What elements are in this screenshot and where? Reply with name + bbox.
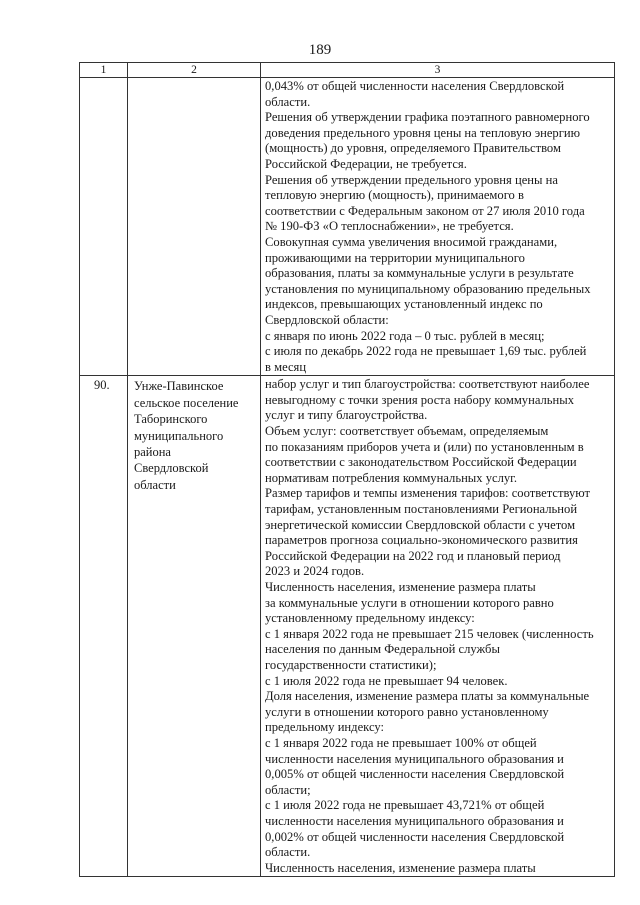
header-col-3: 3 (261, 63, 615, 78)
text-line: за коммунальные услуги в отношении которого равно (265, 595, 554, 610)
text-line: услуг и типу благоустройства. (265, 408, 428, 423)
text-line: населения по данным Федеральной службы (265, 642, 500, 657)
text-line: области (134, 477, 176, 492)
text-line: Размер тарифов и темпы изменения тарифов: соответствуют (265, 486, 591, 501)
text-line: набор услуг и тип благоустройства: соответствуют наиболее (265, 377, 590, 392)
text-line: невыгодному с точки зрения роста набору коммунальных (265, 392, 575, 407)
text-line: Свердловской области: (265, 312, 389, 327)
text-line: Таборинского (134, 412, 208, 427)
text-line: энергетической комиссии Свердловской области с учетом (265, 517, 576, 532)
text-line: сельское поселение (134, 395, 239, 410)
table-row-90 (80, 376, 615, 877)
text-line: образования, платы за коммунальные услуги в результате (265, 266, 574, 281)
text-line: области; (265, 782, 311, 797)
text-line: области. (265, 94, 311, 109)
text-line: с 1 января 2022 года не превышает 100% от общей (265, 735, 537, 750)
text-line: соответствии с законодательством Российской Федерации (265, 455, 577, 470)
text-line: численности населения муниципального образования и (265, 813, 564, 828)
text-line: № 190-ФЗ «О теплоснабжении», не требуется. (265, 219, 514, 234)
text-line: с 1 июля 2022 года не превышает 43,721% от общей (265, 798, 545, 813)
text-line: Решения об утверждении графика поэтапного равномерного (265, 110, 590, 125)
text-line: предельному индексу: (265, 720, 385, 735)
text-line: Унже-Павинское (134, 379, 224, 394)
text-line: Доля населения, изменение размера платы за коммунальные (265, 689, 590, 704)
text-line: Российской Федерации на 2022 год и плановый период (265, 548, 561, 563)
text-line: района (134, 444, 171, 459)
text-line: Свердловской (134, 461, 209, 476)
text-line: по показаниям приборов учета и (или) по установленным в (265, 439, 584, 454)
row-number-cell: 90. (80, 376, 128, 877)
text-line: муниципального (134, 428, 224, 443)
header-col-1: 1 (80, 63, 128, 78)
text-line: Российской Федерации, не требуется. (265, 156, 467, 171)
text-line: доведения предельного уровня цены на тепловую энергию (265, 125, 581, 140)
description-cell (261, 78, 615, 376)
text-line: проживающими на территории муниципального (265, 250, 525, 265)
page-number: 189 (308, 42, 332, 58)
text-line: Совокупная сумма увеличения вносимой гражданами, (265, 234, 558, 249)
description-cell (261, 376, 615, 877)
text-line: с 1 июля 2022 года не превышает 94 человек. (265, 673, 508, 688)
tariff-table (79, 62, 615, 877)
text-line: с июля по декабрь 2022 года не превышает 1,69 тыс. рублей (265, 344, 587, 359)
text-line: параметров прогноза социально-экономического развития (265, 533, 578, 548)
text-line: услуги в отношении которого равно установленному (265, 704, 549, 719)
table-header-row (80, 63, 615, 78)
text-line: тарифам, установленным постановлениями Региональной (265, 502, 578, 517)
table-row-continued (80, 78, 615, 376)
municipality-name-cell (128, 78, 261, 376)
text-line: 0,002% от общей численности населения Свердловской (265, 829, 565, 844)
text-line: численности населения муниципального образования и (265, 751, 564, 766)
text-line: индексов, превышающих установленный индекс по (265, 297, 543, 312)
text-line: 0,005% от общей численности населения Свердловской (265, 767, 565, 782)
text-line: Численность населения, изменение размера платы (265, 860, 536, 875)
text-line: Численность населения, изменение размера платы (265, 580, 536, 594)
text-line: с января по июнь 2022 года – 0 тыс. рублей в месяц; (265, 328, 545, 343)
text-line: установленному предельному индексу: (265, 611, 475, 626)
text-line: установления по муниципальному образованию предельных (265, 281, 591, 296)
text-line: 2023 и 2024 годов. (265, 564, 365, 579)
text-line: 0,043% от общей численности населения Свердловской (265, 79, 565, 93)
text-line: Решения об утверждении предельного уровня цены на (265, 172, 558, 187)
text-line: Объем услуг: соответствует объемам, определяемым (265, 424, 549, 439)
text-line: государственности статистики); (265, 657, 437, 672)
row-number-cell (80, 78, 128, 376)
header-col-2: 2 (128, 63, 261, 78)
text-line: в месяц (265, 359, 307, 374)
text-line: нормативам потребления коммунальных услуг. (265, 470, 518, 485)
text-line: (мощность) до уровня, определяемого Правительством (265, 141, 561, 156)
text-line: тепловую энергию (мощность), принимаемого в (265, 188, 524, 203)
text-line: области. (265, 845, 311, 860)
text-line: с 1 января 2022 года не превышает 215 человек (численность (265, 626, 594, 641)
municipality-name-cell (128, 376, 261, 877)
text-line: соответствии с Федеральным законом от 27 июля 2010 года (265, 203, 585, 218)
